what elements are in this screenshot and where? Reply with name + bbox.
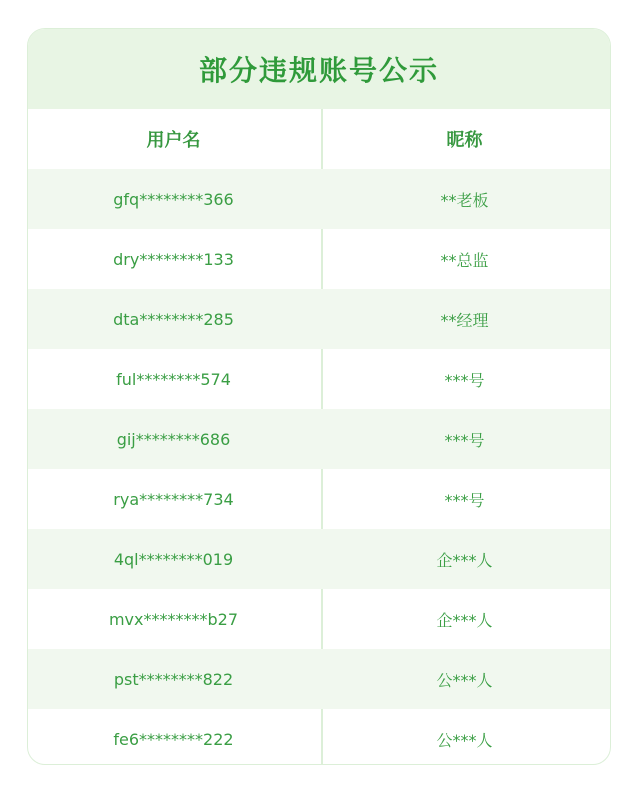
username-cell: dta********285 <box>113 309 234 329</box>
title-bar <box>28 29 610 109</box>
page-title: 部分违规账号公示 <box>198 54 439 87</box>
nickname-cell: ***号 <box>444 370 485 390</box>
table-row <box>28 709 610 765</box>
username-cell: pst********822 <box>113 669 234 689</box>
table-row <box>28 529 610 589</box>
table-row <box>28 589 610 649</box>
nickname-cell: **经理 <box>440 310 489 330</box>
username-cell: mvx********b27 <box>108 609 239 629</box>
column-header-nickname: 昵称 <box>446 130 483 151</box>
nickname-cell: 公***人 <box>436 670 493 690</box>
table-row <box>28 289 610 349</box>
table-row <box>28 409 610 469</box>
username-cell: dry********133 <box>113 249 234 269</box>
username-cell: 4ql********019 <box>113 549 234 569</box>
violation-card <box>27 28 611 765</box>
table-row <box>28 649 610 709</box>
username-cell: gfq********366 <box>113 189 234 209</box>
table-row <box>28 169 610 229</box>
nickname-cell: ***号 <box>444 430 485 450</box>
nickname-cell: **总监 <box>440 250 489 270</box>
accounts-table <box>28 109 610 765</box>
nickname-cell: 公***人 <box>436 730 493 750</box>
nickname-cell: 企***人 <box>436 610 493 630</box>
nickname-cell: 企***人 <box>436 550 493 570</box>
table-row <box>28 349 610 409</box>
table-row <box>28 469 610 529</box>
username-cell: ful********574 <box>116 369 231 389</box>
username-cell: gij********686 <box>116 429 231 449</box>
table-row <box>28 229 610 289</box>
nickname-cell: **老板 <box>440 190 489 210</box>
username-cell: rya********734 <box>113 489 234 509</box>
column-header-username: 用户名 <box>146 130 201 151</box>
nickname-cell: ***号 <box>444 490 485 510</box>
username-cell: fe6********222 <box>113 729 234 749</box>
table-header <box>28 109 610 169</box>
